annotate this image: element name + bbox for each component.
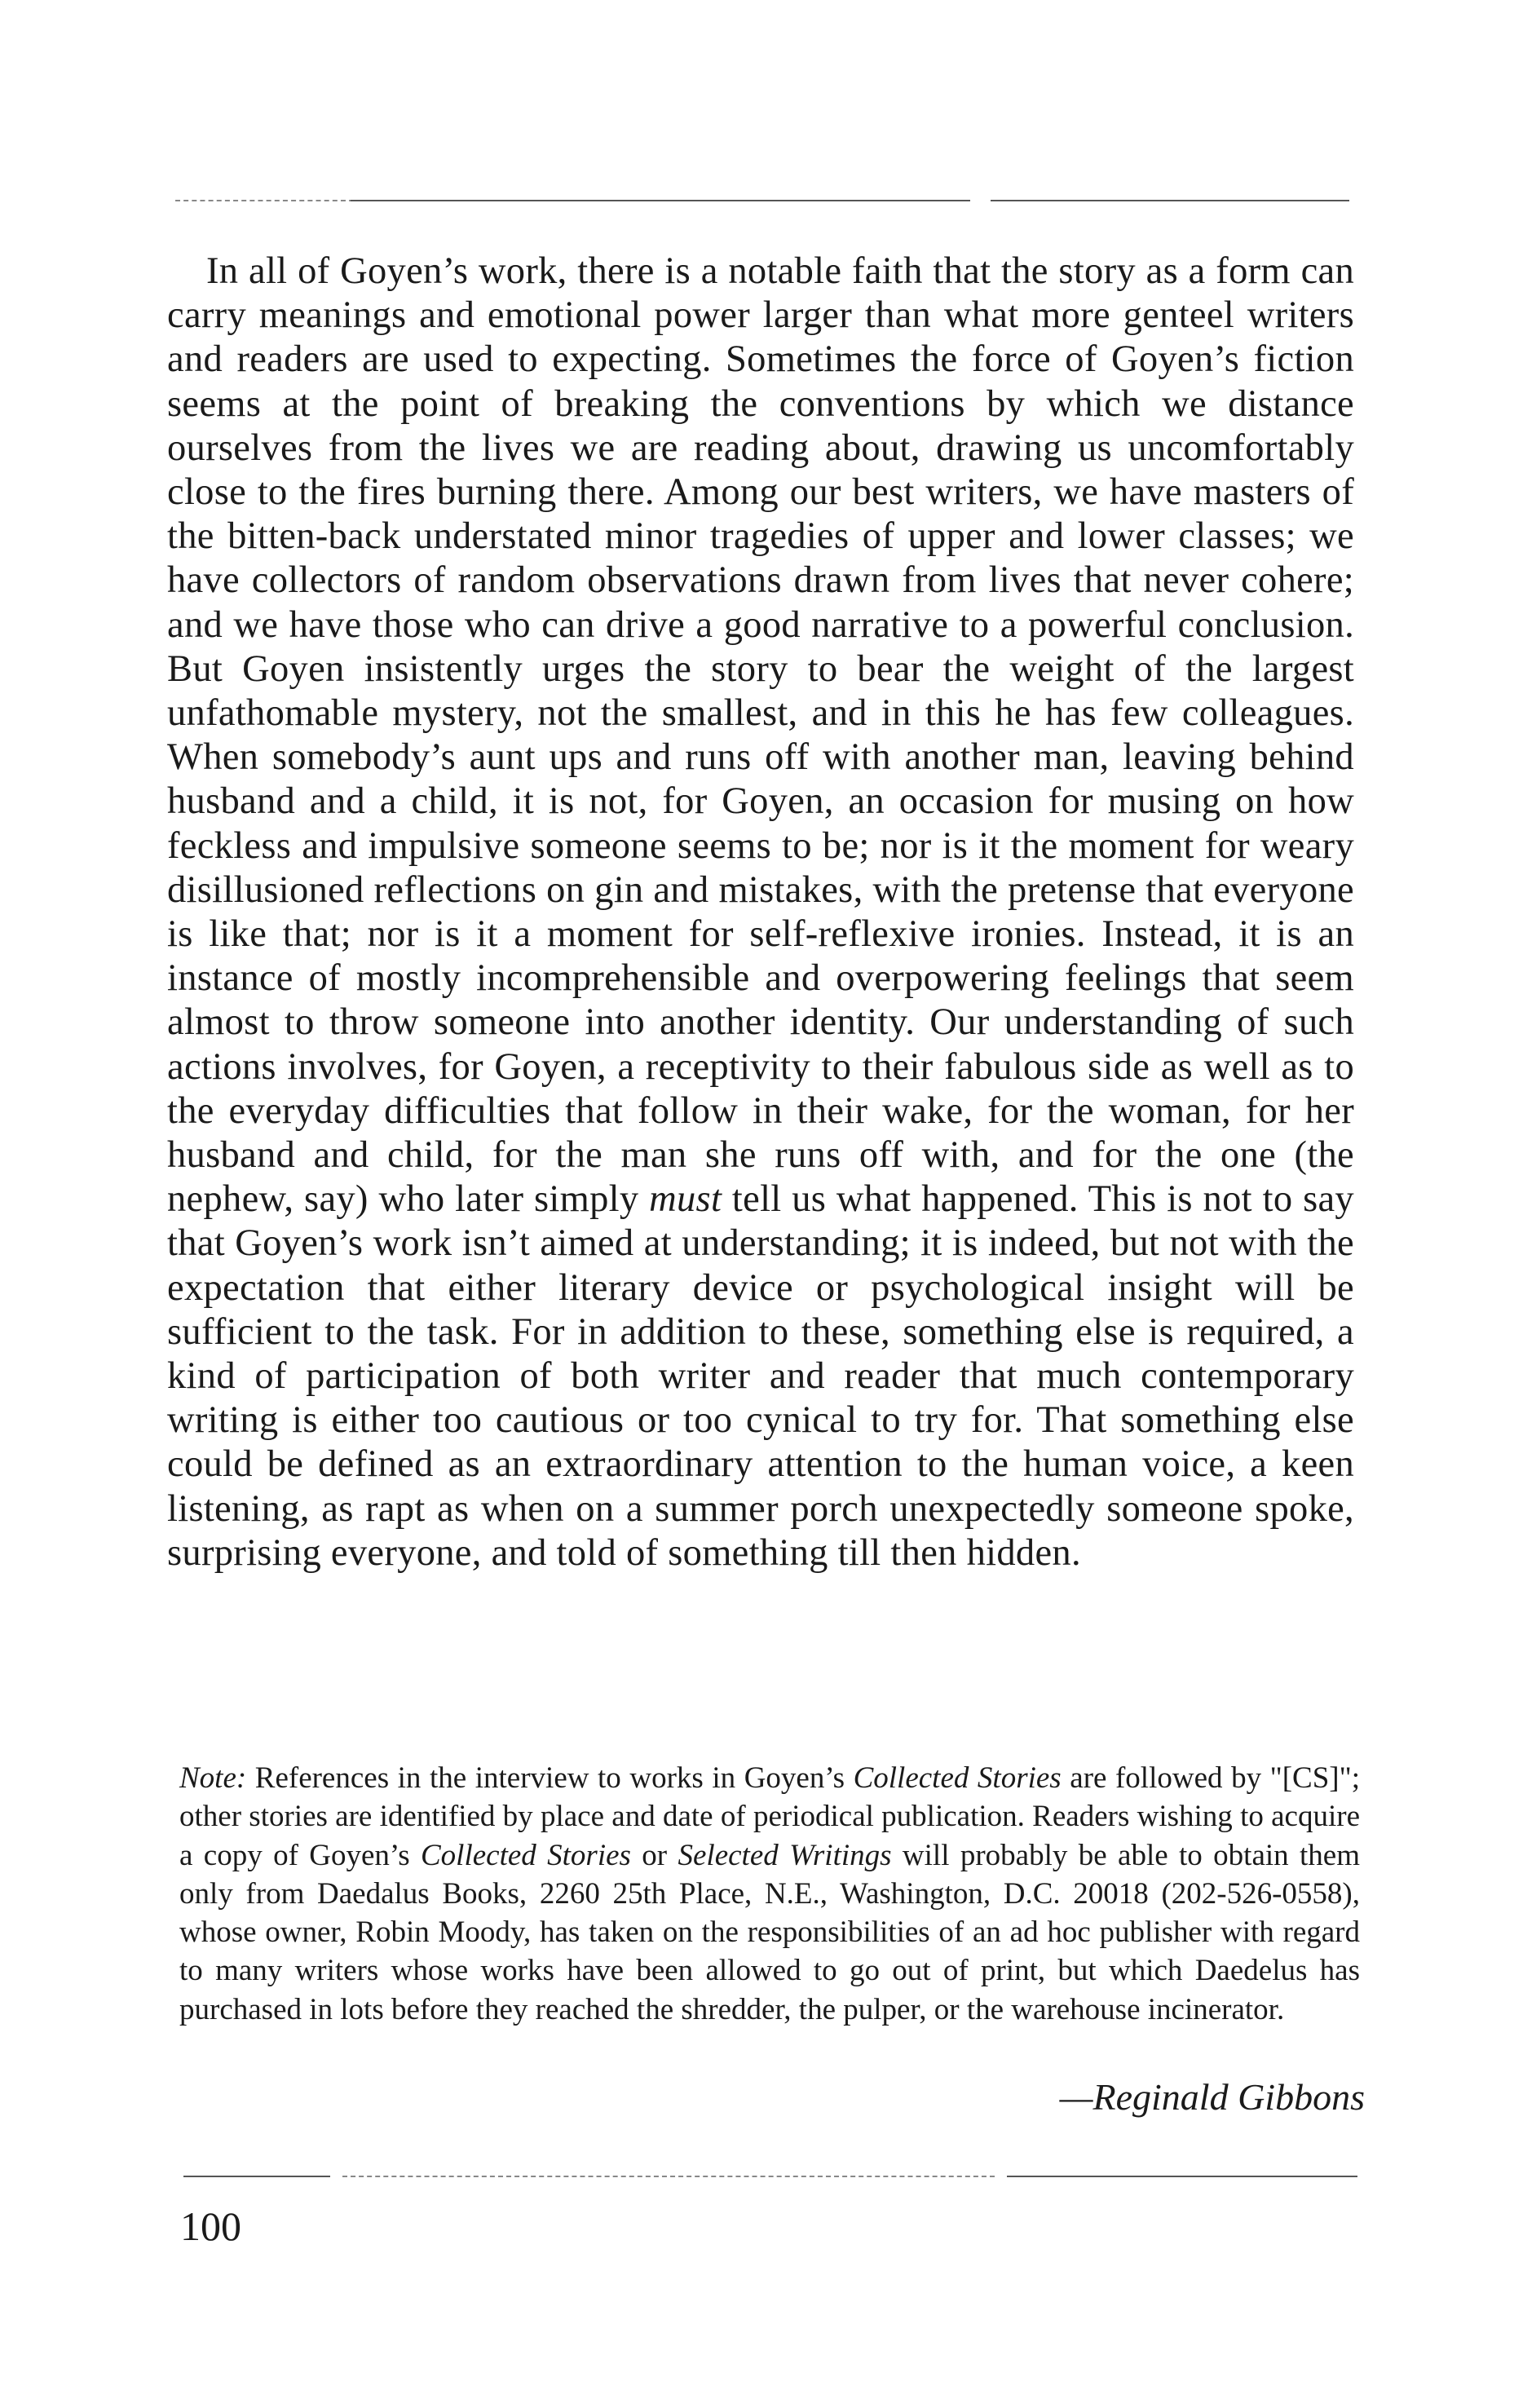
- essay-text-part-2: tell us what happened. This is not to say that Goyen’s work isn’t aimed at understanding; it is indeed, but not with the expectation that either literary device or psychological insight will be sufficient to the task. For in addition to these, something else is required, a kind of participation of both writer and reader that much contemporary writing is either too cautious or too cynical to try for. That something else could be defined as an extraordinary attention to the human voice, a keen listening, as rapt as when on a summer porch unexpectedly someone spoke, surprising everyone, and told of something till then hidden.: [167, 1178, 1354, 1574]
- top-rule-right: [991, 200, 1349, 201]
- note-title-2: Collected Stories: [420, 1838, 631, 1872]
- note-title-1: Collected Stories: [853, 1761, 1062, 1795]
- note-text-3: or: [642, 1838, 668, 1872]
- note-text-1: References in the interview to works in Goyen’s: [254, 1761, 845, 1795]
- page-number: 100: [180, 2203, 241, 2249]
- essay-paragraph: [167, 250, 1354, 1575]
- bottom-rule-middle: [342, 2176, 995, 2177]
- bottom-rule-right: [1007, 2176, 1357, 2177]
- author-signature: —Reginald Gibbons: [1059, 2076, 1365, 2118]
- essay-emphasis: must: [649, 1178, 722, 1221]
- note-title-3: Selected Writings: [678, 1838, 892, 1872]
- note-label: Note:: [179, 1761, 247, 1795]
- note-text-2: are followed by "[CS]"; other stories are identified by place and date of periodical publication. Readers wishing to acquire a copy of Goyen’s: [179, 1761, 1361, 1872]
- top-rule-middle: [351, 200, 970, 201]
- editor-note: [179, 1759, 1360, 2029]
- note-text-4: will probably be able to obtain them only from Daedalus Books, 2260 25th Place, N.E., Washington, D.C. 20018 (202-526-0558), whose owner, Robin Moody, has taken on the responsibilities of an ad hoc publisher with regard to many writers whose works have been allowed to go out of print, but which Daedelus has purchased in lots before they reached the shredder, the pulper, or the warehouse incinerator.: [179, 1838, 1361, 2026]
- essay-text-part-1: In all of Goyen’s work, there is a notable faith that the story as a form can carry meanings and emotional power larger than what more genteel writers and readers are used to expecting. Sometimes the force of Goyen’s fiction seems at the point of breaking the conventions by which we distance ourselves from the lives we are reading about, drawing us uncomfortably close to the fires burning there. Among our best writers, we have masters of the bitten-back understated minor tragedies of upper and lower classes; we have collectors of random observations drawn from lives that never cohere; and we have those who can drive a good narrative to a powerful conclusion. But Goyen insistently urges the story to bear the weight of the largest unfathomable mystery, not the smallest, and in this he has few colleagues. When somebody’s aunt ups and runs off with another man, leaving behind husband and a child, it is not, for Goyen, an occasion for musing on how feckless and impulsive someone seems to be; nor is it the moment for weary disillusioned reflections on gin and mistakes, with the pretense that everyone is like that; nor is it a moment for self-reflexive ironies. Instead, it is an instance of mostly incomprehensible and overpowering feelings that seem almost to throw someone into another identity. Our understanding of such actions involves, for Goyen, a receptivity to their fabulous side as well as to the everyday difficulties that follow in their wake, for the woman, for her husband and child, for the man she runs off with, and for the one (the nephew, say) who later simply: [167, 250, 1354, 1221]
- bottom-rule-left: [183, 2176, 330, 2177]
